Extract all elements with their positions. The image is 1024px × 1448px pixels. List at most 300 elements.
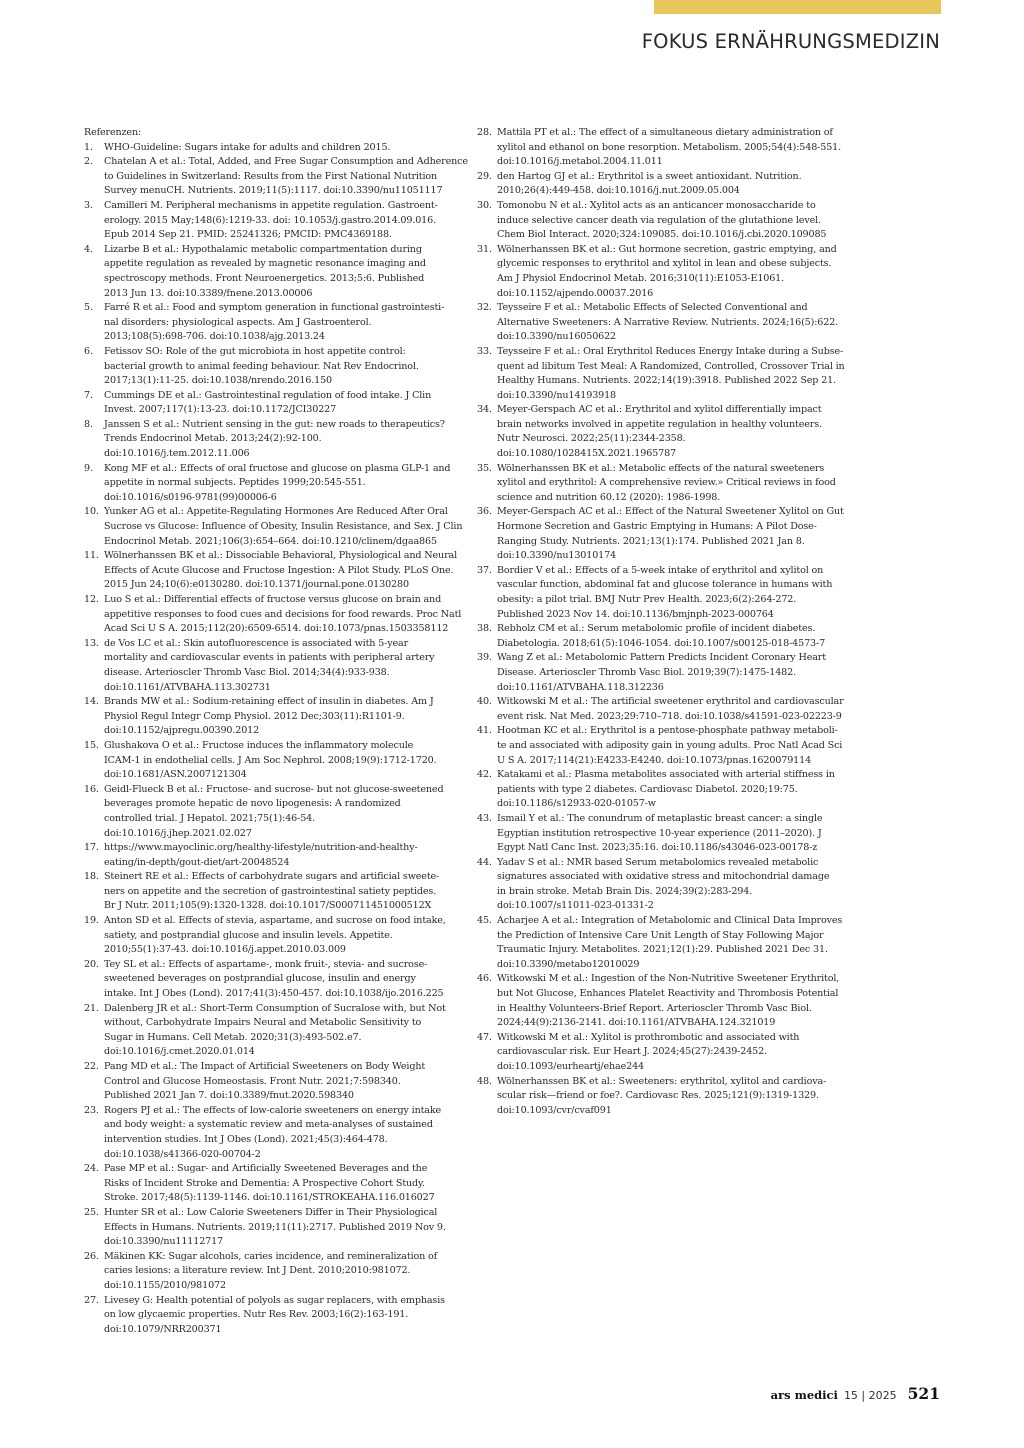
- reference-line: Bordier V et al.: Effects of a 5-week intake of erythritol and xylitol on: [497, 564, 824, 576]
- reference-text: [104, 345, 456, 389]
- reference-line: xylitol and ethanol on bone resorption. Metabolism. 2005;54(4):548-551.: [497, 141, 841, 153]
- reference-number: 11.: [84, 550, 99, 562]
- reference-item: [84, 1104, 456, 1162]
- reference-item: [84, 199, 456, 243]
- reference-item: [477, 301, 849, 345]
- reference-line: Am J Physiol Endocrinol Metab. 2016;310(11):E1053-E1061.: [497, 272, 785, 284]
- reference-line: Effects in Humans. Nutrients. 2019;11(11):2717. Published 2019 Nov 9.: [104, 1221, 446, 1233]
- reference-line: doi:10.1155/2010/981072: [104, 1279, 226, 1291]
- reference-number: 37.: [477, 564, 492, 576]
- reference-number: 42.: [477, 769, 492, 781]
- reference-item: [477, 403, 849, 461]
- reference-line: doi:10.1016/s0196-9781(99)00006-6: [104, 491, 277, 503]
- header-accent-bar: [654, 0, 941, 14]
- reference-item: [84, 783, 456, 841]
- reference-number: 45.: [477, 915, 492, 927]
- reference-list-right: [477, 126, 849, 1118]
- reference-number: 7.: [84, 389, 93, 401]
- reference-number: 4.: [84, 243, 93, 255]
- reference-text: [497, 1031, 849, 1075]
- reference-item: [84, 695, 456, 739]
- reference-line: eating/in-depth/gout-diet/art-20048524: [104, 856, 290, 868]
- reference-line: doi:10.1079/NRR200371: [104, 1323, 222, 1335]
- reference-item: [84, 301, 456, 345]
- references-column-left: [84, 126, 468, 1337]
- reference-text: [104, 637, 456, 695]
- reference-item: [84, 1206, 456, 1250]
- reference-text: [497, 724, 849, 768]
- reference-text: [104, 243, 456, 301]
- reference-number: 13.: [84, 637, 99, 649]
- reference-line: Brands MW et al.: Sodium-retaining effect of insulin in diabetes. Am J: [104, 696, 434, 708]
- reference-number: 8.: [84, 418, 93, 430]
- reference-line: Br J Nutr. 2011;105(9):1320-1328. doi:10.1017/S000711451000512X: [104, 900, 432, 912]
- reference-item: [84, 593, 462, 637]
- reference-number: 16.: [84, 783, 99, 795]
- reference-line: WHO-Guideline: Sugars intake for adults and children 2015.: [104, 141, 391, 153]
- reference-line: glycemic responses to erythritol and xylitol in lean and obese subjects.: [497, 258, 832, 270]
- reference-line: Teysseire F et al.: Metabolic Effects of Selected Conventional and: [497, 302, 808, 314]
- reference-line: Tomonobu N et al.: Xylitol acts as an anticancer monosaccharide to: [497, 199, 816, 211]
- reference-number: 12.: [84, 594, 99, 605]
- reference-text: [497, 345, 849, 403]
- reference-line: doi:10.3390/metabo12010029: [497, 958, 640, 970]
- reference-line: Cummings DE et al.: Gastrointestinal regulation of food intake. J Clin: [104, 389, 432, 401]
- reference-line: Teysseire F et al.: Oral Erythritol Reduces Energy Intake during a Subse-: [497, 345, 844, 357]
- reference-text: [104, 783, 456, 841]
- reference-number: 39.: [477, 652, 492, 664]
- page-footer: [771, 1384, 940, 1403]
- reference-line: signatures associated with oxidative stress and mitochondrial damage: [497, 871, 830, 883]
- reference-line: Survey menuCH. Nutrients. 2019;11(5):1117. doi:10.3390/nu11051117: [104, 185, 443, 197]
- reference-number: 6.: [84, 345, 93, 357]
- reference-item: [84, 739, 456, 783]
- reference-line: Invest. 2007;117(1):13-23. doi:10.1172/JCI30227: [104, 404, 337, 416]
- reference-item: [84, 870, 456, 914]
- reference-line: Katakami et al.: Plasma metabolites associated with arterial stiffness in: [497, 769, 835, 781]
- reference-line: intake. Int J Obes (Lond). 2017;41(3):450-457. doi:10.1038/ijo.2016.225: [104, 988, 444, 1000]
- reference-item: [477, 1031, 849, 1075]
- reference-line: doi:10.1093/cvr/cvaf091: [497, 1104, 612, 1116]
- reference-item: [84, 958, 456, 1002]
- reference-number: 9.: [84, 462, 93, 474]
- reference-line: Hormone Secretion and Gastric Emptying in Humans: A Pilot Dose-: [497, 521, 817, 533]
- reference-line: Egypt Natl Canc Inst. 2023;35:16. doi:10.1186/s43046-023-00178-z: [497, 842, 818, 854]
- reference-text: [104, 1162, 456, 1206]
- reference-text: [104, 695, 456, 739]
- reference-text: [104, 462, 456, 506]
- reference-line: Camilleri M. Peripheral mechanisms in appetite regulation. Gastroent-: [104, 199, 438, 211]
- reference-line: doi:10.1016/j.metabol.2004.11.011: [497, 156, 663, 168]
- reference-line: Stroke. 2017;48(5):1139-1146. doi:10.1161/STROKEAHA.116.016027: [104, 1192, 435, 1204]
- reference-line: and body weight: a systematic review and meta-analyses of sustained: [104, 1119, 433, 1131]
- reference-text: [497, 564, 849, 622]
- reference-number: 34.: [477, 404, 492, 416]
- reference-line: Ranging Study. Nutrients. 2021;13(1):174. Published 2021 Jan 8.: [497, 535, 805, 547]
- reference-text: [104, 1002, 456, 1060]
- reference-number: 2.: [84, 156, 93, 168]
- reference-item: [84, 505, 463, 549]
- reference-number: 36.: [477, 506, 492, 518]
- reference-line: scular risk—friend or foe?. Cardiovasc Res. 2025;121(9):1319-1329.: [497, 1090, 819, 1102]
- reference-line: satiety, and postprandial glucose and insulin levels. Appetite.: [104, 929, 393, 941]
- reference-line: Disease. Arterioscler Thromb Vasc Biol. 2019;39(7):1475-1482.: [497, 666, 796, 678]
- reference-line: Yunker AG et al.: Appetite-Regulating Hormones Are Reduced After Oral: [104, 506, 448, 518]
- reference-line: Mattila PT et al.: The effect of a simultaneous dietary administration of: [497, 127, 833, 138]
- reference-item: [84, 841, 456, 870]
- reference-line: bacterial growth to animal feeding behaviour. Nat Rev Endocrinol.: [104, 360, 419, 372]
- reference-item: [477, 462, 849, 506]
- reference-text: [104, 301, 456, 345]
- reference-line: Diabetologia. 2018;61(5):1046-1054. doi:10.1007/s00125-018-4573-7: [497, 637, 826, 649]
- reference-item: [84, 1002, 456, 1060]
- reference-line: Chatelan A et al.: Total, Added, and Free Sugar Consumption and Adherence: [104, 156, 468, 168]
- reference-text: [104, 914, 456, 958]
- reference-number: 41.: [477, 725, 492, 737]
- reference-item: [84, 637, 456, 695]
- reference-number: 46.: [477, 973, 492, 985]
- reference-line: Pang MD et al.: The Impact of Artificial Sweeteners on Body Weight: [104, 1061, 426, 1072]
- reference-line: doi:10.1038/s41366-020-00704-2: [104, 1148, 261, 1160]
- reference-line: de Vos LC et al.: Skin autofluorescence is associated with 5-year: [104, 637, 409, 649]
- reference-text: [497, 243, 849, 301]
- reference-line: 2013;108(5):698-706. doi:10.1038/ajg.2013.24: [104, 331, 325, 343]
- reference-line: Steinert RE et al.: Effects of carbohydrate sugars and artificial sweete-: [104, 871, 440, 883]
- reference-line: Witkowski M et al.: The artificial sweetener erythritol and cardiovascular: [497, 696, 844, 708]
- reference-item: [84, 155, 468, 199]
- reference-item: [84, 1162, 456, 1206]
- reference-line: doi:10.3390/nu13010174: [497, 550, 617, 562]
- reference-line: Published 2023 Nov 14. doi:10.1136/bmjnph-2023-000764: [497, 608, 774, 620]
- reference-line: 2010;55(1):37-43. doi:10.1016/j.appet.2010.03.009: [104, 944, 346, 956]
- reference-line: Hunter SR et al.: Low Calorie Sweeteners Differ in Their Physiological: [104, 1206, 438, 1218]
- reference-line: doi:10.1016/j.tem.2012.11.006: [104, 448, 250, 460]
- reference-line: Wölnerhanssen BK et al.: Dissociable Behavioral, Physiological and Neural: [104, 550, 457, 562]
- reference-line: obesity: a pilot trial. BMJ Nutr Prev Health. 2023;6(2):264-272.: [497, 594, 797, 605]
- reference-text: [104, 389, 456, 418]
- reference-number: 14.: [84, 696, 99, 708]
- reference-line: Hootman KC et al.: Erythritol is a pentose-phosphate pathway metaboli-: [497, 725, 838, 737]
- reference-line: spectroscopy methods. Front Neuroenergetics. 2013;5:6. Published: [104, 272, 425, 284]
- reference-text: [497, 1075, 849, 1119]
- reference-line: Effects of Acute Glucose and Fructose Ingestion: A Pilot Study. PLoS One.: [104, 564, 454, 576]
- reference-line: Traumatic Injury. Metabolites. 2021;12(1):29. Published 2021 Dec 31.: [497, 944, 828, 956]
- reference-number: 32.: [477, 302, 492, 314]
- reference-text: [104, 1250, 456, 1294]
- reference-line: Mäkinen KK: Sugar alcohols, caries incidence, and remineralization of: [104, 1250, 438, 1262]
- reference-line: Fetissov SO: Role of the gut microbiota in host appetite control:: [104, 345, 406, 357]
- reference-text: [104, 739, 456, 783]
- reference-line: Wölnerhanssen BK et al.: Metabolic effects of the natural sweeteners: [497, 462, 825, 474]
- reference-line: in Healthy Volunteers-Brief Report. Arterioscler Thromb Vasc Biol.: [497, 1002, 812, 1014]
- section-title: FOKUS ERNÄHRUNGSMEDIZIN: [641, 30, 940, 53]
- references-heading: Referenzen:: [84, 127, 142, 138]
- reference-item: [84, 914, 456, 958]
- reference-number: 43.: [477, 812, 492, 824]
- reference-line: ICAM-1 in endothelial cells. J Am Soc Nephrol. 2008;19(9):1712-1720.: [104, 754, 437, 766]
- reference-line: doi:10.1016/j.jhep.2021.02.027: [104, 827, 252, 839]
- reference-line: Acad Sci U S A. 2015;112(20):6509-6514. doi:10.1073/pnas.1503358112: [104, 623, 449, 635]
- reference-number: 1.: [84, 141, 93, 153]
- reference-text: [497, 812, 849, 856]
- reference-item: [477, 243, 849, 301]
- reference-line: 2017;13(1):11-25. doi:10.1038/nrendo.2016.150: [104, 375, 333, 387]
- reference-line: doi:10.3390/nu14193918: [497, 389, 617, 401]
- reference-number: 26.: [84, 1250, 99, 1262]
- reference-list-left: [84, 141, 468, 1338]
- reference-number: 27.: [84, 1294, 99, 1306]
- reference-line: appetite regulation as revealed by magnetic resonance imaging and: [104, 258, 426, 270]
- reference-text: [497, 462, 849, 506]
- reference-number: 17.: [84, 842, 99, 854]
- reference-item: [84, 418, 456, 462]
- reference-line: nal disorders: physiological aspects. Am J Gastroenterol.: [104, 316, 372, 328]
- reference-line: doi:10.1016/j.cmet.2020.01.014: [104, 1046, 255, 1058]
- reference-text: [497, 199, 849, 243]
- reference-line: doi:10.1152/ajpregu.00390.2012: [104, 725, 260, 737]
- reference-item: [477, 622, 849, 651]
- reference-item: [84, 389, 456, 418]
- reference-number: 33.: [477, 345, 492, 357]
- reference-line: Kong MF et al.: Effects of oral fructose and glucose on plasma GLP-1 and: [104, 462, 451, 474]
- reference-line: doi:10.3390/nu16050622: [497, 331, 617, 343]
- reference-line: the Prediction of Intensive Care Unit Length of Stay Following Major: [497, 929, 824, 941]
- reference-line: Healthy Humans. Nutrients. 2022;14(19):3918. Published 2022 Sep 21.: [497, 375, 837, 387]
- reference-line: Egyptian institution retrospective 10-year experience (2011–2020). J: [497, 827, 822, 839]
- reference-line: to Guidelines in Switzerland: Results from the First National Nutrition: [104, 170, 438, 182]
- reference-item: [84, 462, 456, 506]
- reference-line: erology. 2015 May;148(6):1219-33. doi: 10.1053/j.gastro.2014.09.016.: [104, 214, 436, 226]
- reference-number: 3.: [84, 199, 93, 211]
- reference-text: [104, 593, 461, 637]
- reference-item: [477, 199, 849, 243]
- reference-text: [104, 505, 462, 549]
- reference-number: 15.: [84, 739, 99, 751]
- reference-number: 40.: [477, 696, 492, 708]
- reference-text: [497, 301, 849, 345]
- reference-line: ners on appetite and the secretion of gastrointestinal satiety peptides.: [104, 885, 437, 897]
- reference-line: Witkowski M et al.: Ingestion of the Non-Nutritive Sweetener Erythritol,: [497, 973, 840, 985]
- reference-line: quent ad libitum Test Meal: A Randomized, Controlled, Crossover Trial in: [497, 360, 845, 372]
- reference-item: [477, 856, 849, 914]
- reference-line: patients with type 2 diabetes. Cardiovasc Diabetol. 2020;19:75.: [497, 783, 798, 795]
- reference-text: [104, 1294, 456, 1338]
- reference-item: [84, 141, 456, 156]
- reference-line: Endocrinol Metab. 2021;106(3):654–664. doi:10.1210/clinem/dgaa865: [104, 535, 437, 547]
- reference-line: Physiol Regul Integr Comp Physiol. 2012 Dec;303(11):R1101-9.: [104, 710, 405, 722]
- reference-line: appetitive responses to food cues and decisions for food rewards. Proc Natl: [104, 608, 462, 620]
- reference-number: 35.: [477, 462, 492, 474]
- reference-line: event risk. Nat Med. 2023;29:710–718. doi:10.1038/s41591-023-02223-9: [497, 710, 842, 722]
- reference-line: Epub 2014 Sep 21. PMID: 25241326; PMCID: PMC4369188.: [104, 229, 392, 241]
- reference-line: Lizarbe B et al.: Hypothalamic metabolic compartmentation during: [104, 243, 422, 255]
- reference-text: [497, 972, 849, 1030]
- reference-line: 2013 Jun 13. doi:10.3389/fnene.2013.00006: [104, 287, 313, 299]
- reference-item: [84, 1250, 456, 1294]
- reference-line: doi:10.1152/ajpendo.00037.2016: [497, 287, 654, 299]
- reference-number: 20.: [84, 958, 99, 970]
- reference-line: Livesey G: Health potential of polyols as sugar replacers, with emphasis: [104, 1294, 445, 1306]
- reference-text: [497, 170, 849, 199]
- reference-line: without, Carbohydrate Impairs Neural and Metabolic Sensitivity to: [104, 1017, 422, 1029]
- reference-line: doi:10.1161/ATVBAHA.118.312236: [497, 681, 664, 693]
- reference-line: Risks of Incident Stroke and Dementia: A Prospective Cohort Study.: [104, 1177, 425, 1189]
- reference-line: induce selective cancer death via regulation of the glutathione level.: [497, 214, 821, 226]
- reference-line: doi:10.3390/nu11112717: [104, 1236, 224, 1248]
- reference-line: Nutr Neurosci. 2022;25(11):2344-2358.: [497, 433, 686, 445]
- reference-line: brain networks involved in appetite regulation in healthy volunteers.: [497, 418, 822, 430]
- reference-line: den Hartog GJ et al.: Erythritol is a sweet antioxidant. Nutrition.: [497, 170, 802, 182]
- reference-line: Witkowski M et al.: Xylitol is prothrombotic and associated with: [497, 1031, 800, 1043]
- reference-line: Janssen S et al.: Nutrient sensing in the gut: new roads to therapeutics?: [104, 418, 445, 430]
- reference-line: doi:10.1093/eurheartj/ehae244: [497, 1061, 645, 1072]
- reference-line: doi:10.1186/s12933-020-01057-w: [497, 798, 656, 810]
- reference-text: [104, 1060, 456, 1104]
- reference-line: Wölnerhanssen BK et al.: Gut hormone secretion, gastric emptying, and: [497, 243, 837, 255]
- reference-line: Trends Endocrinol Metab. 2013;24(2):92-100.: [104, 433, 322, 445]
- reference-line: Farré R et al.: Food and symptom generation in functional gastrointesti-: [104, 302, 445, 314]
- reference-item: [477, 345, 849, 403]
- reference-item: [477, 695, 849, 724]
- reference-number: 44.: [477, 856, 492, 868]
- reference-line: beverages promote hepatic de novo lipogenesis: A randomized: [104, 798, 401, 810]
- reference-line: appetite in normal subjects. Peptides 1999;20:545-551.: [104, 477, 366, 489]
- reference-line: Control and Glucose Homeostasis. Front Nutr. 2021;7:598340.: [104, 1075, 401, 1087]
- reference-number: 47.: [477, 1031, 492, 1043]
- reference-number: 25.: [84, 1206, 99, 1218]
- reference-line: Alternative Sweeteners: A Narrative Review. Nutrients. 2024;16(5):622.: [497, 316, 839, 328]
- reference-text: [104, 1104, 456, 1162]
- reference-number: 5.: [84, 302, 93, 314]
- reference-text: [497, 505, 849, 563]
- reference-number: 30.: [477, 199, 492, 211]
- reference-line: Geidl-Flueck B et al.: Fructose- and sucrose- but not glucose-sweetened: [104, 783, 444, 795]
- reference-text: [497, 403, 849, 461]
- reference-text: [104, 549, 457, 593]
- reference-line: controlled trial. J Hepatol. 2021;75(1):46-54.: [104, 812, 316, 824]
- reference-line: 2010;26(4):449-458. doi:10.1016/j.nut.2009.05.004: [497, 185, 740, 197]
- reference-line: but Not Glucose, Enhances Platelet Reactivity and Thrombosis Potential: [497, 988, 839, 1000]
- reference-line: doi:10.1681/ASN.2007121304: [104, 769, 247, 781]
- reference-line: Glushakova O et al.: Fructose induces the inflammatory molecule: [104, 739, 414, 751]
- reference-number: 48.: [477, 1075, 492, 1087]
- reference-item: [477, 651, 849, 695]
- reference-item: [477, 564, 849, 622]
- reference-text: [104, 418, 456, 462]
- reference-line: vascular function, abdominal fat and glucose tolerance in humans with: [497, 579, 833, 591]
- reference-text: [497, 695, 849, 724]
- reference-line: Luo S et al.: Differential effects of fructose versus glucose on brain and: [104, 594, 442, 605]
- issue-number: 15 | 2025: [843, 1389, 897, 1402]
- reference-item: [84, 1060, 456, 1104]
- reference-line: caries lesions: a literature review. Int J Dent. 2010;2010:981072.: [104, 1265, 411, 1277]
- reference-text: [497, 651, 849, 695]
- reference-line: Tey SL et al.: Effects of aspartame-, monk fruit-, stevia- and sucrose-: [104, 958, 428, 970]
- reference-text: [497, 126, 849, 170]
- reference-line: in brain stroke. Metab Brain Dis. 2024;39(2):283-294.: [497, 885, 753, 897]
- reference-line: on low glycaemic properties. Nutr Res Rev. 2003;16(2):163-191.: [104, 1309, 409, 1321]
- reference-text: [104, 141, 456, 156]
- reference-item: [477, 170, 849, 199]
- reference-line: 2015 Jun 24;10(6):e0130280. doi:10.1371/journal.pone.0130280: [104, 579, 409, 591]
- reference-line: Wang Z et al.: Metabolomic Pattern Predicts Incident Coronary Heart: [497, 652, 826, 664]
- reference-text: [497, 856, 849, 914]
- reference-line: Wölnerhanssen BK et al.: Sweeteners: erythritol, xylitol and cardiova-: [497, 1075, 827, 1087]
- reference-line: Rogers PJ et al.: The effects of low-calorie sweeteners on energy intake: [104, 1104, 442, 1116]
- reference-line: mortality and cardiovascular events in patients with peripheral artery: [104, 652, 435, 664]
- reference-number: 23.: [84, 1104, 99, 1116]
- reference-item: [477, 126, 849, 170]
- reference-item: [477, 505, 849, 563]
- reference-line: Ismail Y et al.: The conundrum of metaplastic breast cancer: a single: [497, 812, 823, 824]
- reference-number: 21.: [84, 1002, 99, 1014]
- references-column-right: [477, 126, 849, 1118]
- reference-item: [477, 768, 849, 812]
- reference-line: Sugar in Humans. Cell Metab. 2020;31(3):493-502.e7.: [104, 1031, 362, 1043]
- magazine-name: ars medici: [770, 1388, 838, 1402]
- reference-item: [477, 724, 849, 768]
- reference-item: [84, 1294, 456, 1338]
- reference-line: Dalenberg JR et al.: Short-Term Consumption of Sucralose with, but Not: [104, 1002, 446, 1014]
- reference-text: [104, 870, 456, 914]
- reference-line: doi:10.1161/ATVBAHA.113.302731: [104, 681, 271, 693]
- reference-text: [104, 841, 456, 870]
- reference-line: doi:10.1080/1028415X.2021.1965787: [497, 448, 676, 460]
- reference-line: Pase MP et al.: Sugar- and Artificially Sweetened Beverages and the: [104, 1163, 428, 1175]
- reference-line: https://www.mayoclinic.org/healthy-lifestyle/nutrition-and-healthy-: [104, 842, 418, 854]
- page-number: 521: [907, 1384, 940, 1403]
- reference-line: Yadav S et al.: NMR based Serum metabolomics revealed metabolic: [497, 856, 819, 868]
- reference-line: sweetened beverages on postprandial glucose, insulin and energy: [104, 973, 416, 985]
- reference-number: 18.: [84, 871, 99, 883]
- reference-item: [84, 549, 456, 593]
- reference-line: xylitol and erythritol: A comprehensive review.» Critical reviews in food: [497, 477, 836, 489]
- reference-number: 29.: [477, 170, 492, 182]
- reference-line: Acharjee A et al.: Integration of Metabolomic and Clinical Data Improves: [497, 915, 843, 927]
- reference-text: [497, 768, 849, 812]
- reference-text: [104, 1206, 456, 1250]
- reference-number: 22.: [84, 1061, 99, 1072]
- reference-number: 31.: [477, 243, 492, 255]
- reference-text: [104, 155, 468, 199]
- reference-number: 24.: [84, 1163, 99, 1175]
- reference-number: 19.: [84, 915, 99, 927]
- reference-text: [104, 199, 456, 243]
- reference-line: Meyer-Gerspach AC et al.: Effect of the Natural Sweetener Xylitol on Gut: [497, 506, 844, 518]
- reference-line: Sucrose vs Glucose: Influence of Obesity, Insulin Resistance, and Sex. J Clin: [104, 521, 463, 533]
- reference-text: [104, 958, 456, 1002]
- reference-line: intervention studies. Int J Obes (Lond). 2021;45(3):464-478.: [104, 1133, 388, 1145]
- reference-item: [477, 812, 849, 856]
- reference-line: U S A. 2017;114(21):E4233-E4240. doi:10.1073/pnas.1620079114: [497, 754, 812, 766]
- reference-line: Published 2021 Jan 7. doi:10.3389/fnut.2020.598340: [104, 1090, 354, 1102]
- reference-item: [477, 914, 849, 972]
- reference-line: Chem Biol Interact. 2020;324:109085. doi:10.1016/j.cbi.2020.109085: [497, 229, 827, 241]
- reference-item: [477, 1075, 849, 1119]
- reference-item: [84, 243, 456, 301]
- reference-line: Anton SD et al. Effects of stevia, aspartame, and sucrose on food intake,: [104, 915, 446, 927]
- reference-number: 10.: [84, 506, 99, 518]
- reference-line: Meyer-Gerspach AC et al.: Erythritol and xylitol differentially impact: [497, 404, 822, 416]
- reference-number: 28.: [477, 127, 492, 138]
- reference-line: te and associated with adiposity gain in young adults. Proc Natl Acad Sci: [497, 739, 843, 751]
- reference-line: Rebholz CM et al.: Serum metabolomic profile of incident diabetes.: [497, 623, 816, 635]
- reference-line: doi:10.1007/s11011-023-01331-2: [497, 900, 654, 912]
- reference-line: cardiovascular risk. Eur Heart J. 2024;45(27):2439-2452.: [497, 1046, 767, 1058]
- reference-text: [497, 914, 849, 972]
- reference-item: [84, 345, 456, 389]
- reference-line: 2024;44(9):2136-2141. doi:10.1161/ATVBAHA.124.321019: [497, 1017, 776, 1029]
